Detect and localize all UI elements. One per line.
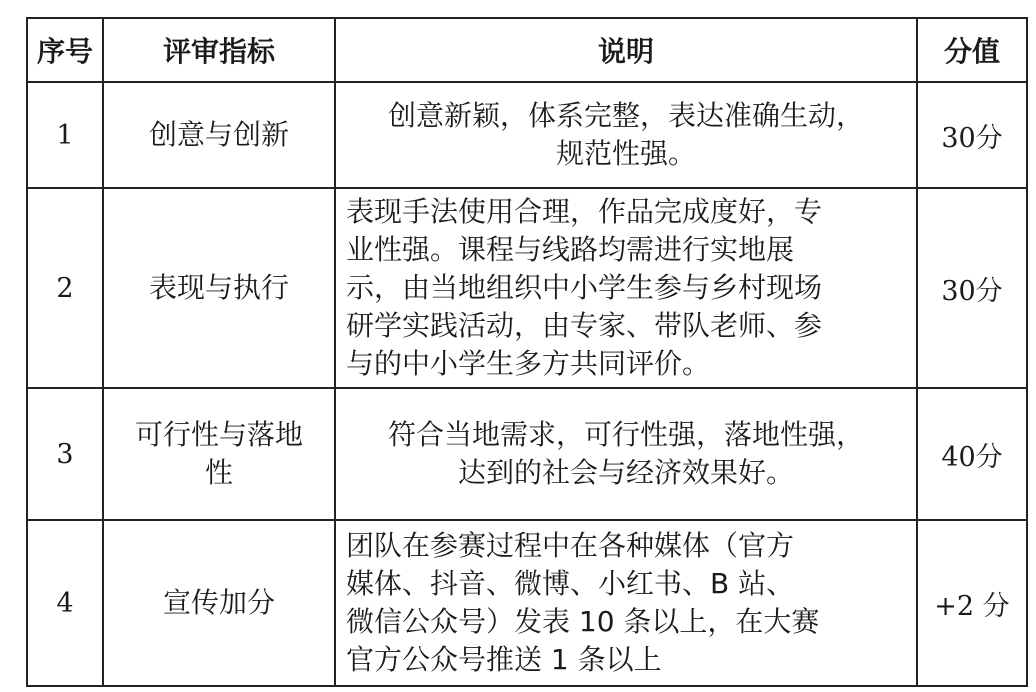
description-line: 规范性强。 [555, 137, 696, 170]
description-line: 业性强。课程与线路均需进行实地展 [346, 233, 795, 266]
description-line: 官方公众号推送 1 条以上 [346, 643, 662, 676]
description-line: 微信公众号）发表 10 条以上，在大赛 [346, 605, 820, 638]
description-line: 符合当地需求，可行性强，落地性强， [387, 418, 864, 451]
header-index: 序号 [27, 18, 103, 82]
row-score: +2 分 [917, 520, 1027, 686]
row-criteria [103, 388, 335, 520]
header-score: 分值 [917, 18, 1027, 82]
row-index: 2 [27, 188, 103, 388]
row-description [335, 520, 917, 686]
table-row [27, 188, 1027, 388]
row-criteria: 表现与执行 [103, 188, 335, 388]
description-line: 媒体、抖音、微博、小红书、B 站、 [346, 567, 795, 600]
description-line: 创意新颖，体系完整，表达准确生动， [387, 99, 864, 132]
row-index: 1 [27, 82, 103, 188]
criteria-line: 性 [204, 456, 233, 489]
row-description [335, 188, 917, 388]
row-criteria: 创意与创新 [103, 82, 335, 188]
table-row [27, 388, 1027, 520]
description-line: 达到的社会与经济效果好。 [457, 456, 794, 489]
row-description [335, 388, 917, 520]
description-line: 示，由当地组织中小学生参与乡村现场 [346, 271, 823, 304]
row-index: 3 [27, 388, 103, 520]
table-row [27, 82, 1027, 188]
table-header-row [27, 18, 1027, 82]
header-criteria: 评审指标 [103, 18, 335, 82]
row-score: 30分 [917, 188, 1027, 388]
description-line: 表现手法使用合理，作品完成度好，专 [346, 195, 823, 228]
description-line: 与的中小学生多方共同评价。 [346, 347, 711, 380]
criteria-line: 可行性与落地 [134, 418, 303, 451]
evaluation-table-container [26, 17, 1028, 687]
table-row [27, 520, 1027, 686]
description-line: 团队在参赛过程中在各种媒体（官方 [346, 529, 795, 562]
description-line: 研学实践活动，由专家、带队老师、参 [346, 309, 823, 342]
row-description [335, 82, 917, 188]
row-criteria: 宣传加分 [103, 520, 335, 686]
row-score: 40分 [917, 388, 1027, 520]
evaluation-criteria-table [26, 17, 1028, 687]
header-description: 说明 [335, 18, 917, 82]
row-score: 30分 [917, 82, 1027, 188]
row-index: 4 [27, 520, 103, 686]
